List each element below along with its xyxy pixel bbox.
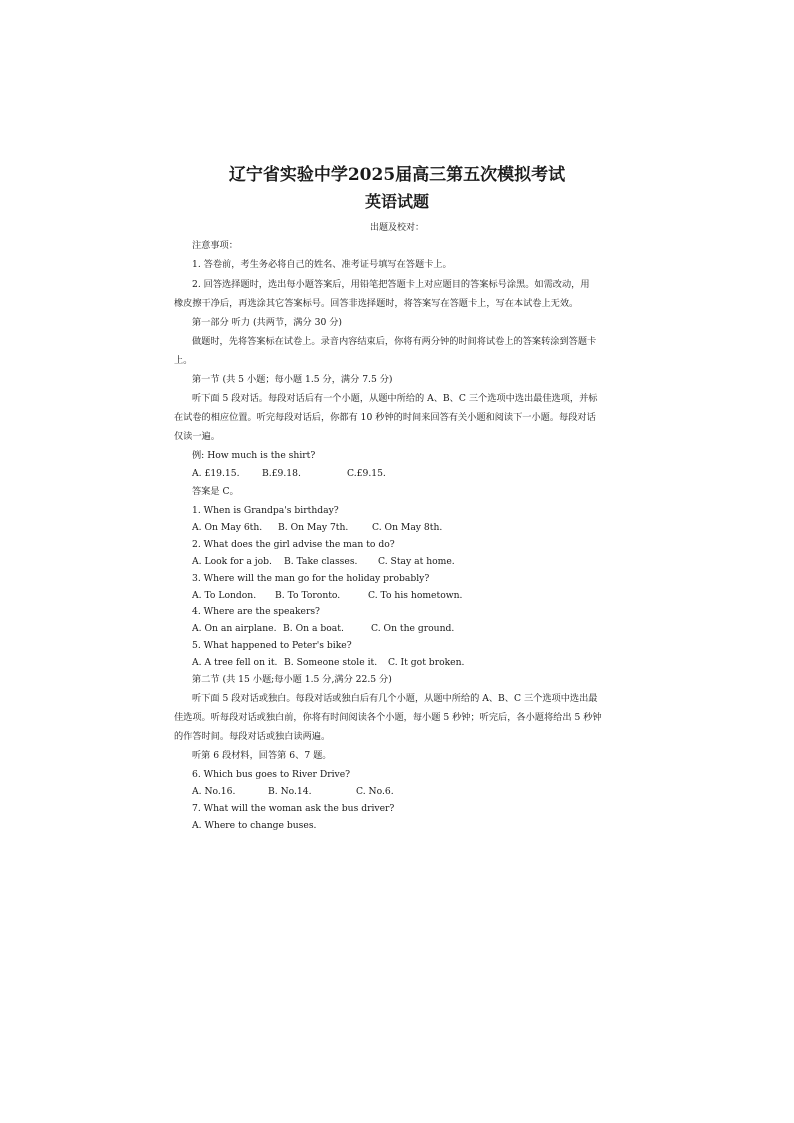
question-2-option-b: B. Take classes.: [284, 556, 358, 567]
question-5-option-a: A. A tree fell on it.: [192, 657, 278, 668]
section-1-instructions-2: 在试卷的相应位置。听完每段对话后，你都有 10 秒钟的时间来回答有关小题和阅读下一小题。每段对话: [174, 412, 596, 423]
question-4: 4. Where are the speakers?: [192, 606, 320, 617]
example-option-a: A. £19.15.: [192, 468, 240, 479]
question-2: 2. What does the girl advise the man to do?: [192, 539, 395, 550]
exam-title: 辽宁省实验中学2025届高三第五次模拟考试: [228, 165, 566, 185]
question-1-option-a: A. On May 6th.: [192, 522, 263, 533]
example-answer: 答案是 C。: [192, 486, 239, 497]
question-3-option-a: A. To London.: [192, 590, 257, 601]
question-1-option-c: C. On May 8th.: [372, 522, 443, 533]
question-7-option-a: A. Where to change buses.: [192, 820, 317, 831]
section-2-instructions-2: 佳选项。听每段对话或独白前，你将有时间阅读各个小题，每小题 5 秒钟；听完后，各小题将给出 5 秒钟: [174, 712, 602, 723]
section-1-instructions-3: 仅读一遍。: [174, 431, 220, 442]
exam-subtitle: 英语试题: [364, 192, 429, 211]
question-2-option-c: C. Stay at home.: [378, 556, 455, 567]
notice-2-line-2: 橡皮擦干净后，再选涂其它答案标号。回答非选择题时，将答案写在答题卡上，写在本试卷上无效。: [174, 298, 579, 309]
question-6-option-a: A. No.16.: [192, 786, 236, 797]
question-6-option-b: B. No.14.: [268, 786, 312, 797]
question-6-option-c: C. No.6.: [356, 786, 394, 797]
example-option-b: B.£9.18.: [262, 468, 301, 479]
section-2-heading: 第二节 (共 15 小题;每小题 1.5 分,满分 22.5 分): [192, 674, 392, 685]
intro-line-1: 做题时，先将答案标在试卷上。录音内容结束后，你将有两分钟的时间将试卷上的答案转涂到答题卡: [192, 336, 597, 347]
notice-heading: 注意事项：: [192, 240, 238, 251]
question-4-option-c: C. On the ground.: [371, 623, 455, 634]
question-1: 1. When is Grandpa's birthday?: [192, 505, 339, 516]
question-3-option-c: C. To his hometown.: [368, 590, 463, 601]
question-2-option-a: A. Look for a job.: [192, 556, 272, 567]
question-5-option-c: C. It got broken.: [388, 657, 465, 668]
material-6-heading: 听第 6 段材料，回答第 6、7 题。: [192, 750, 332, 761]
notice-1: 1. 答卷前，考生务必将自己的姓名、准考证号填写在答题卡上。: [192, 259, 452, 270]
question-5: 5. What happened to Peter's bike?: [192, 640, 352, 651]
question-6: 6. Which bus goes to River Drive?: [192, 769, 351, 780]
intro-line-2: 上。: [174, 355, 193, 366]
notice-2-line-1: 2. 回答选择题时，选出每小题答案后，用铅笔把答题卡上对应题目的答案标号涂黑。如需改动，用: [192, 279, 590, 290]
question-1-option-b: B. On May 7th.: [278, 522, 349, 533]
section-1-heading: 第一节 (共 5 小题；每小题 1.5 分，满分 7.5 分): [192, 374, 393, 385]
question-3: 3. Where will the man go for the holiday probably?: [192, 573, 430, 584]
question-7: 7. What will the woman ask the bus driver?: [192, 803, 395, 814]
author-line: 出题及校对：: [369, 223, 424, 233]
part-1-heading: 第一部分 听力 (共两节，满分 30 分): [192, 317, 342, 328]
question-5-option-b: B. Someone stole it.: [284, 657, 378, 668]
question-4-option-a: A. On an airplane.: [192, 623, 277, 634]
section-2-instructions-1: 听下面 5 段对话或独白。每段对话或独白后有几个小题，从题中所给的 A、B、C 三个选项中选出最: [192, 693, 598, 704]
example-question: 例: How much is the shirt?: [192, 450, 316, 461]
section-1-instructions-1: 听下面 5 段对话。每段对话后有一个小题，从题中所给的 A、B、C 三个选项中选出最佳选项，并标: [192, 393, 598, 404]
question-4-option-b: B. On a boat.: [283, 623, 344, 634]
example-option-c: C.£9.15.: [347, 468, 386, 479]
section-2-instructions-3: 的作答时间。每段对话或独白读两遍。: [174, 731, 331, 742]
question-3-option-b: B. To Toronto.: [275, 590, 341, 601]
